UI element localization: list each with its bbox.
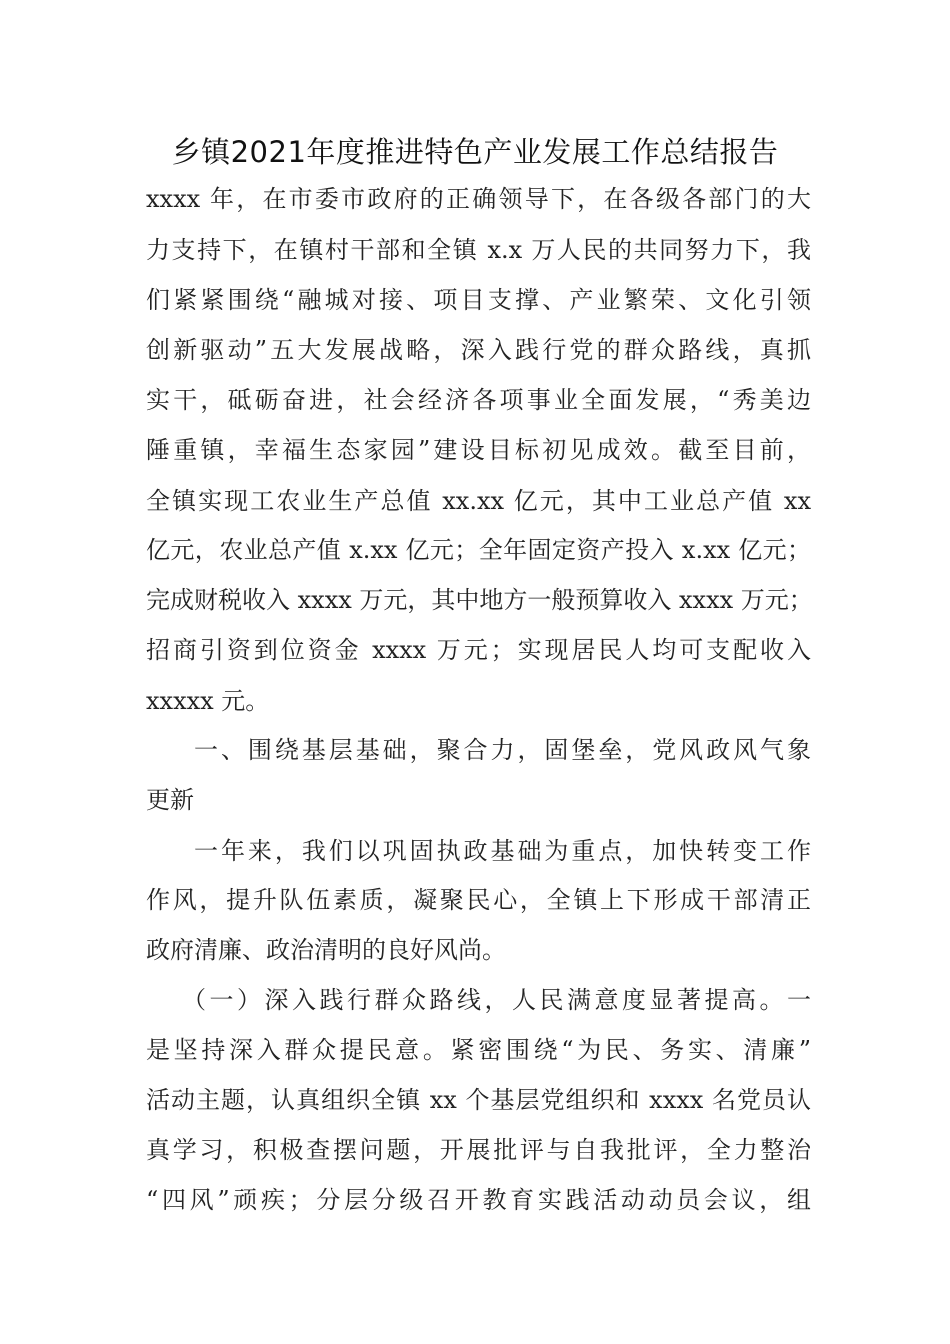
paragraph-line: 力支持下，在镇村干部和全镇 x.x 万人民的共同努力下，我 bbox=[146, 236, 811, 264]
paragraph-line: 是坚持深入群众提民意。紧密围绕“为民、务实、清廉” bbox=[146, 1036, 811, 1064]
paragraph-line: “四风”顽疾；分层分级召开教育实践活动动员会议，组 bbox=[146, 1186, 811, 1214]
paragraph-line: 作风，提升队伍素质，凝聚民心，全镇上下形成干部清正 bbox=[146, 886, 811, 914]
paragraph-line: 真学习，积极查摆问题，开展批评与自我批评，全力整治 bbox=[146, 1136, 811, 1164]
paragraph-line: 创新驱动”五大发展战略，深入践行党的群众路线，真抓 bbox=[146, 336, 811, 364]
paragraph-line: 全镇实现工农业生产总值 xx.xx 亿元，其中工业总产值 xx bbox=[146, 487, 811, 515]
paragraph-line: 实干，砥砺奋进，社会经济各项事业全面发展，“秀美边 bbox=[146, 386, 811, 414]
paragraph-line: 们紧紧围绕“融城对接、项目支撑、产业繁荣、文化引领 bbox=[146, 286, 811, 314]
section-heading-line: 一、围绕基层基础，聚合力，固堡垒，党风政风气象 bbox=[194, 736, 811, 764]
paragraph-line: 政府清廉、政治清明的良好风尚。 bbox=[146, 936, 506, 964]
paragraph-line: 活动主题，认真组织全镇 xx 个基层党组织和 xxxx 名党员认 bbox=[146, 1086, 811, 1114]
paragraph-line: 招商引资到位资金 xxxx 万元；实现居民人均可支配收入 bbox=[146, 636, 811, 664]
paragraph-line: 陲重镇，幸福生态家园”建设目标初见成效。截至目前， bbox=[146, 436, 811, 464]
paragraph-line: xxxx 年，在市委市政府的正确领导下，在各级各部门的大 bbox=[146, 185, 811, 213]
subsection-line: （一）深入践行群众路线，人民满意度显著提高。一 bbox=[182, 986, 811, 1014]
section-heading-line: 更新 bbox=[146, 786, 194, 814]
paragraph-line: 完成财税收入 xxxx 万元，其中地方一般预算收入 xxxx 万元； bbox=[146, 586, 813, 614]
paragraph-line: 亿元，农业总产值 x.xx 亿元；全年固定资产投入 x.xx 亿元； bbox=[146, 536, 811, 564]
paragraph-line: xxxxx 元。 bbox=[146, 687, 270, 715]
paragraph-line: 一年来，我们以巩固执政基础为重点，加快转变工作 bbox=[194, 837, 811, 865]
document-title: 乡镇2021年度推进特色产业发展工作总结报告 bbox=[171, 135, 779, 169]
